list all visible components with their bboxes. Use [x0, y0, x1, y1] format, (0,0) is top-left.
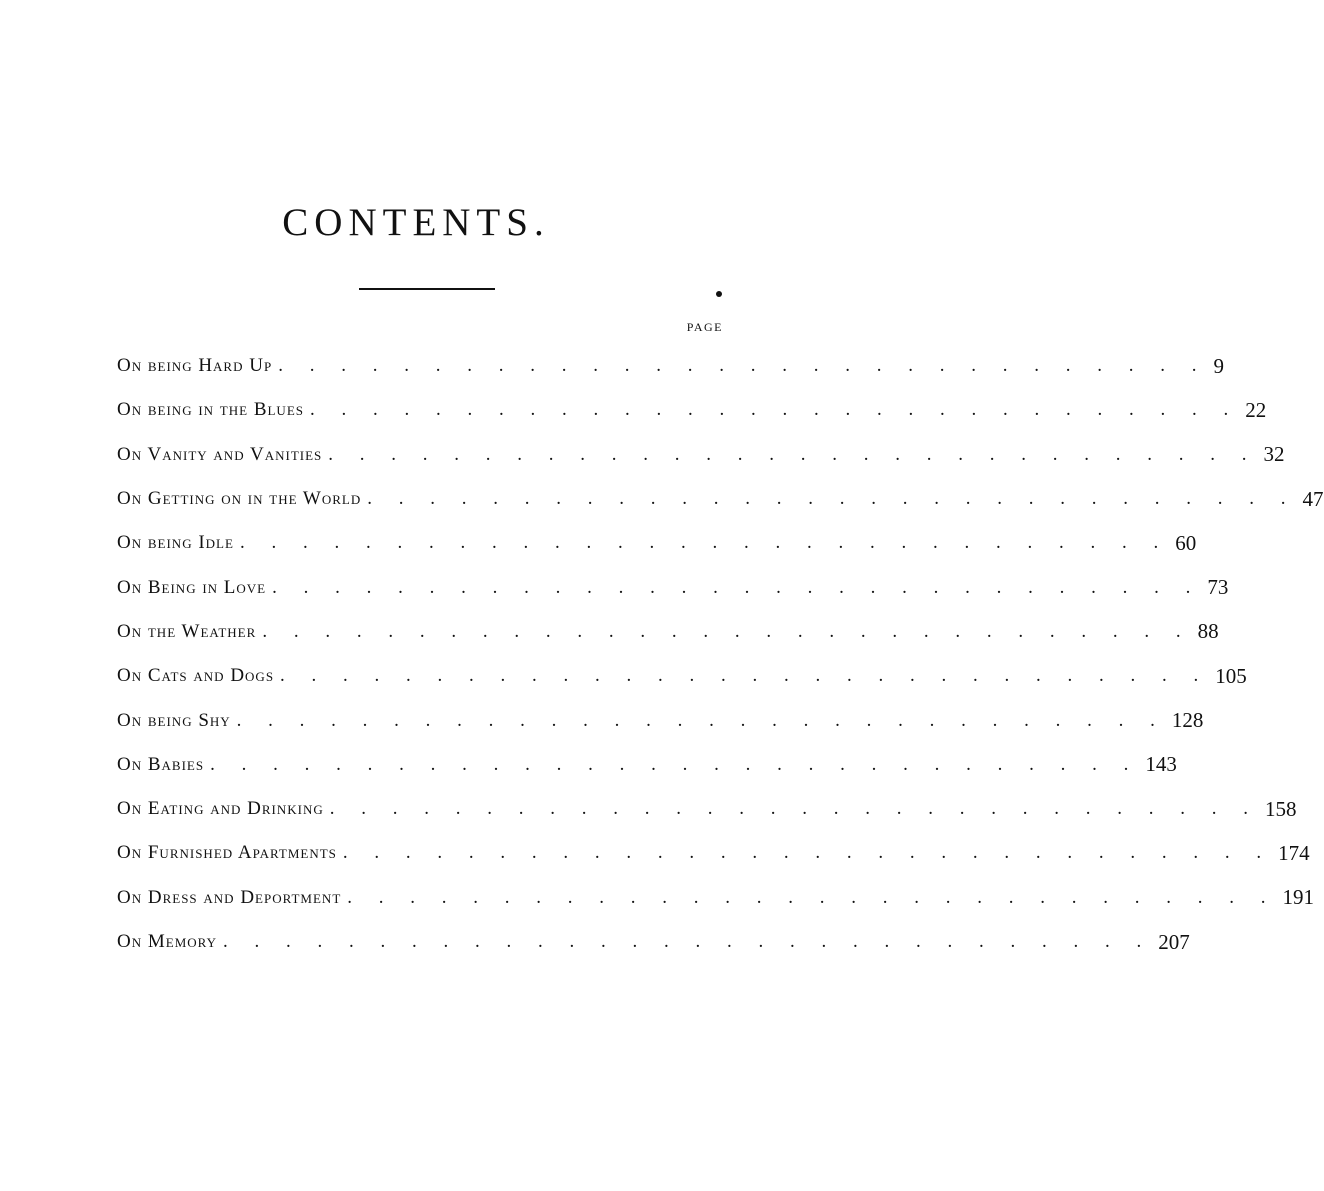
- page-column-label: PAGE: [686, 320, 723, 334]
- contents-entry: [117, 477, 1324, 521]
- ink-mark: [716, 291, 722, 297]
- contents-entry: [117, 388, 1267, 432]
- entry-title: On Cats and Dogs: [117, 665, 275, 687]
- entry-title: On being Hard Up: [117, 355, 273, 377]
- contents-entry: [117, 565, 1229, 609]
- dot-leader: . . . . . . . . . . . . . . . . . . . . . . . . . . . . . .: [280, 665, 1210, 687]
- entry-page-number: 128: [1171, 708, 1204, 733]
- contents-list: [117, 344, 1324, 964]
- contents-entry: [117, 654, 1247, 698]
- entry-title: On Getting on in the World: [117, 488, 362, 510]
- entry-page-number: 60: [1175, 530, 1197, 555]
- dot-leader: . . . . . . . . . . . . . . . . . . . . . . . . . . . . . .: [272, 576, 1202, 598]
- entry-title: On Vanity and Vanities: [117, 443, 323, 465]
- contents-entry: [117, 344, 1224, 388]
- entry-title: On Furnished Apartments: [117, 842, 337, 864]
- entry-page-number: 105: [1215, 663, 1247, 688]
- dot-leader: . . . . . . . . . . . . . . . . . . . . . . . . . . . . . .: [342, 842, 1273, 864]
- entry-page-number: 207: [1158, 929, 1190, 954]
- entry-title: On Memory: [117, 931, 217, 952]
- dot-leader: . . . . . . . . . . . . . . . . . . . . . . . . . . . . . .: [222, 931, 1153, 952]
- entry-page-number: 174: [1278, 840, 1310, 865]
- entry-title: On the Weather: [117, 620, 257, 642]
- entry-page-number: 158: [1264, 796, 1297, 821]
- entry-page-number: 88: [1197, 619, 1219, 644]
- contents-entry: [117, 743, 1177, 787]
- dot-leader: . . . . . . . . . . . . . . . . . . . . . . . . . . . . . .: [347, 886, 1277, 908]
- dot-leader: . . . . . . . . . . . . . . . . . . . . . . . . . . . . . .: [239, 532, 1170, 554]
- entry-page-number: 191: [1282, 885, 1315, 910]
- entry-title: On being in the Blues: [117, 399, 304, 421]
- dot-leader: . . . . . . . . . . . . . . . . . . . . . . . . . . . . . .: [329, 798, 1259, 820]
- dot-leader: . . . . . . . . . . . . . . . . . . . . . . . . . . . . . .: [328, 443, 1258, 465]
- contents-entry: [117, 787, 1297, 831]
- dot-leader: . . . . . . . . . . . . . . . . . . . . . . . . . . . . . .: [262, 620, 1192, 642]
- title-rule: [359, 288, 495, 290]
- page-title: CONTENTS.: [282, 201, 550, 244]
- entry-page-number: 32: [1263, 442, 1285, 467]
- contents-entry: [117, 876, 1315, 920]
- dot-leader: . . . . . . . . . . . . . . . . . . . . . . . . . . . . . .: [278, 355, 1208, 377]
- entry-page-number: 22: [1245, 397, 1267, 422]
- dot-leader: . . . . . . . . . . . . . . . . . . . . . . . . . . . . . .: [236, 709, 1166, 731]
- dot-leader: . . . . . . . . . . . . . . . . . . . . . . . . . . . . . .: [367, 488, 1297, 510]
- entry-title: On being Shy: [117, 709, 231, 731]
- entry-title: On Being in Love: [117, 576, 267, 598]
- entry-title: On Dress and Deportment: [117, 886, 342, 908]
- entry-title: On being Idle: [117, 532, 234, 554]
- contents-entry: [117, 698, 1204, 742]
- contents-entry: [117, 920, 1190, 964]
- contents-entry: [117, 433, 1285, 477]
- entry-title: On Eating and Drinking: [117, 798, 324, 820]
- dot-leader: . . . . . . . . . . . . . . . . . . . . . . . . . . . . . .: [310, 399, 1240, 421]
- entry-page-number: 47: [1302, 486, 1324, 511]
- contents-entry: [117, 610, 1219, 654]
- entry-page-number: 73: [1207, 575, 1229, 600]
- dot-leader: . . . . . . . . . . . . . . . . . . . . . . . . . . . . . .: [210, 753, 1140, 775]
- entry-page-number: 143: [1145, 752, 1177, 777]
- contents-entry: [117, 831, 1310, 875]
- entry-page-number: 9: [1213, 353, 1224, 378]
- entry-title: On Babies: [117, 753, 205, 775]
- contents-entry: [117, 521, 1197, 565]
